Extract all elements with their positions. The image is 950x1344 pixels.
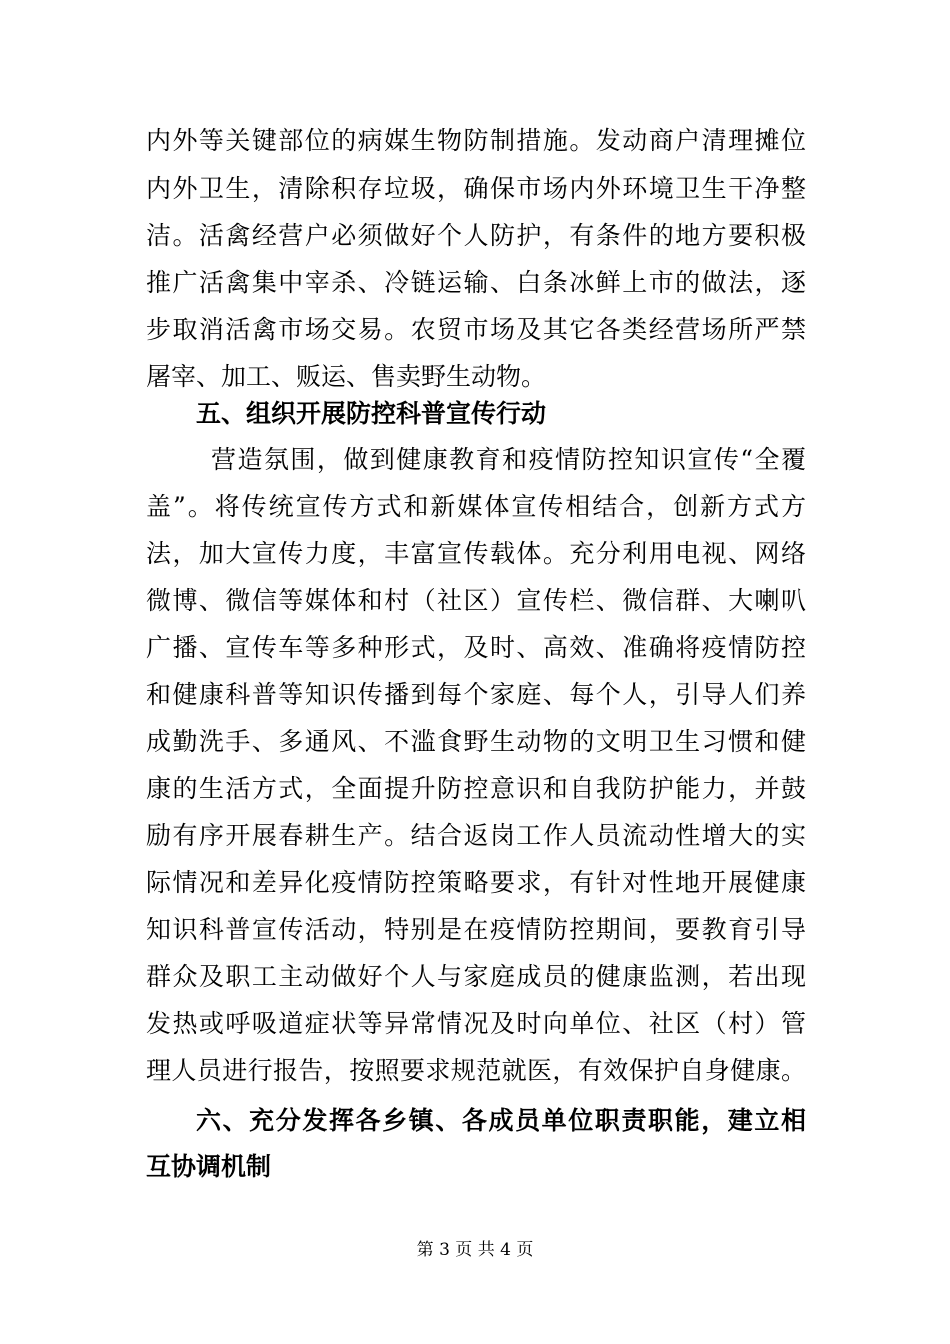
paragraph-line: 法，加大宣传力度，丰富宣传载体。充分利用电视、网络 bbox=[146, 539, 806, 568]
paragraph-line: 知识科普宣传活动，特别是在疫情防控期间，要教育引导 bbox=[146, 915, 806, 944]
paragraph-line: 推广活禽集中宰杀、冷链运输、白条冰鲜上市的做法，逐 bbox=[146, 268, 806, 297]
paragraph-line: 微博、微信等媒体和村（社区）宣传栏、微信群、大喇叭 bbox=[146, 586, 806, 615]
section-heading-6: 六、充分发挥各乡镇、各成员单位职责职能，建立相 bbox=[196, 1106, 806, 1135]
paragraph-line: 内外卫生，清除积存垃圾，确保市场内外环境卫生干净整 bbox=[146, 174, 806, 203]
section-heading-6-continued: 互协调机制 bbox=[146, 1152, 272, 1181]
paragraph-line: 成勤洗手、多通风、不滥食野生动物的文明卫生习惯和健 bbox=[146, 727, 806, 756]
paragraph-line: 群众及职工主动做好个人与家庭成员的健康监测，若出现 bbox=[146, 962, 806, 991]
paragraph-line: 洁。活禽经营户必须做好个人防护，有条件的地方要积极 bbox=[146, 221, 806, 250]
paragraph-line: 广播、宣传车等多种形式，及时、高效、准确将疫情防控 bbox=[146, 633, 806, 662]
page-number-footer: 第 3 页 共 4 页 bbox=[416, 1240, 534, 1260]
paragraph-line: 理人员进行报告，按照要求规范就医，有效保护自身健康。 bbox=[146, 1056, 806, 1085]
paragraph-line: 际情况和差异化疫情防控策略要求，有针对性地开展健康 bbox=[146, 868, 806, 897]
paragraph-line: 屠宰、加工、贩运、售卖野生动物。 bbox=[146, 362, 547, 391]
section-heading-5: 五、组织开展防控科普宣传行动 bbox=[196, 399, 547, 428]
paragraph-line: 和健康科普等知识传播到每个家庭、每个人，引导人们养 bbox=[146, 680, 806, 709]
paragraph-line: 发热或呼吸道症状等异常情况及时向单位、社区（村）管 bbox=[146, 1009, 806, 1038]
paragraph-line: 盖”。将传统宣传方式和新媒体宣传相结合，创新方式方 bbox=[146, 492, 806, 521]
paragraph-line: 步取消活禽市场交易。农贸市场及其它各类经营场所严禁 bbox=[146, 315, 806, 344]
paragraph-line: 励有序开展春耕生产。结合返岗工作人员流动性增大的实 bbox=[146, 821, 806, 850]
paragraph-line: 内外等关键部位的病媒生物防制措施。发动商户清理摊位 bbox=[146, 126, 806, 155]
paragraph-line: 康的生活方式，全面提升防控意识和自我防护能力，并鼓 bbox=[146, 774, 806, 803]
paragraph-line: 营造氛围，做到健康教育和疫情防控知识宣传“全覆 bbox=[211, 445, 806, 474]
